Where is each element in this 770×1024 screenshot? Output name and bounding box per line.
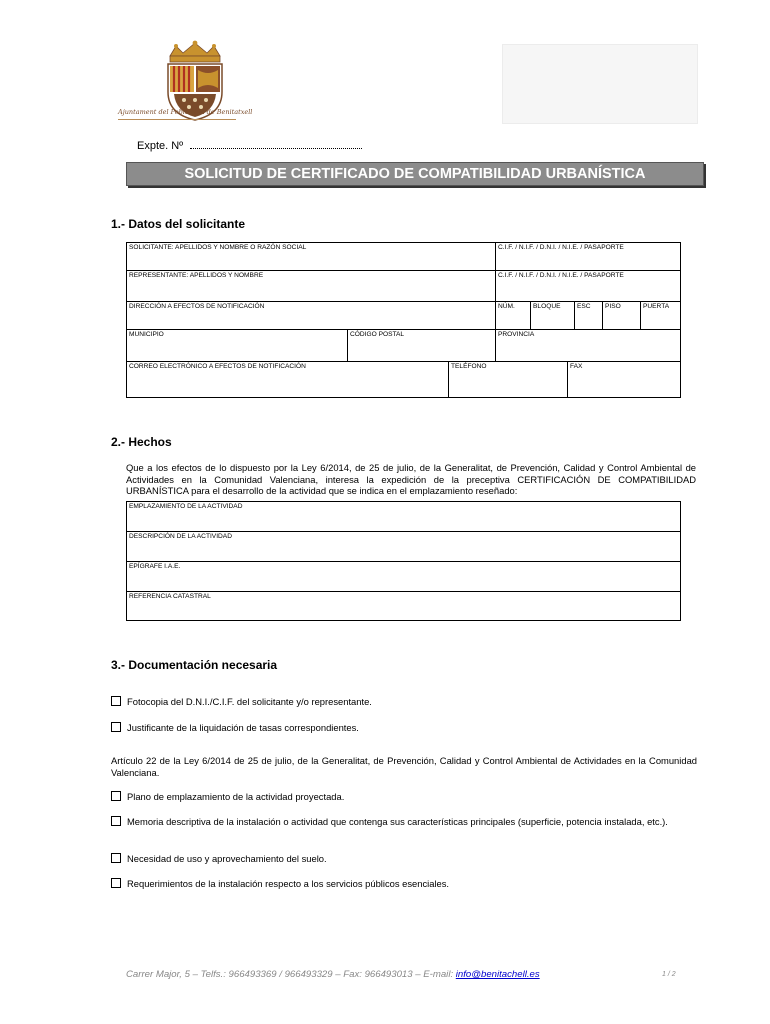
section2-heading: 2.- Hechos (111, 435, 172, 449)
footer-address: Carrer Major, 5 – Telfs.: 966493369 / 966493329 – Fax: 966493013 – E-mail: (126, 969, 456, 980)
field-puerta[interactable]: PUERTA (640, 301, 681, 329)
article-reference: Artículo 22 de la Ley 6/2014 de 25 de julio, de la Generalitat, de Prevención, Calidad y Control Ambiental de Actividades en la Comunidad Valenciana. (111, 755, 697, 778)
checkbox[interactable] (111, 722, 121, 732)
section1-heading: 1.- Datos del solicitante (111, 217, 246, 231)
field-epigrafe[interactable]: EPÍGRAFE I.A.E. (126, 561, 681, 591)
field-cif-representante[interactable]: C.I.F. / N.I.F. / D.N.I. / N.I.E. / PASAPORTE (495, 270, 681, 301)
field-esc[interactable]: ESC (574, 301, 602, 329)
expte-field (137, 140, 362, 152)
field-emplazamiento[interactable]: EMPLAZAMIENTO DE LA ACTIVIDAD (126, 501, 681, 531)
activity-data-table (126, 501, 681, 621)
checkbox[interactable] (111, 696, 121, 706)
doc-item-fotocopia (111, 696, 372, 708)
doc-item-justificante (111, 722, 359, 734)
doc-item-plano (111, 791, 344, 803)
page-number: 1 / 2 (662, 971, 676, 978)
checkbox[interactable] (111, 791, 121, 801)
field-telefono[interactable]: TELÉFONO (448, 361, 567, 398)
footer-contact (126, 969, 540, 980)
doc-item-label: Requerimientos de la instalación respecto a los servicios públicos esenciales. (127, 878, 450, 889)
field-provincia[interactable]: PROVINCIA (495, 329, 681, 361)
applicant-data-table (126, 242, 681, 398)
doc-item-label: Memoria descriptiva de la instalación o actividad que contenga sus características principales (superficie, potencia instalada, etc.). (127, 816, 668, 827)
expte-input-line[interactable] (190, 140, 362, 149)
document-title: SOLICITUD DE CERTIFICADO DE COMPATIBILIDAD URBANÍSTICA (126, 162, 704, 186)
expte-label: Expte. Nº (137, 140, 184, 152)
field-correo[interactable]: CORREO ELECTRÓNICO A EFECTOS DE NOTIFICACIÓN (126, 361, 448, 398)
doc-item-label: Fotocopia del D.N.I./C.I.F. del solicitante y/o representante. (127, 696, 372, 707)
footer-email-link[interactable]: info@benitachell.es (455, 969, 540, 980)
field-fax[interactable]: FAX (567, 361, 681, 398)
checkbox[interactable] (111, 853, 121, 863)
doc-item-requerimientos (111, 878, 449, 890)
logo-divider (118, 119, 236, 120)
registration-stamp-area (502, 44, 698, 124)
section3-heading: 3.- Documentación necesaria (111, 658, 278, 672)
doc-item-label: Justificante de la liquidación de tasas correspondientes. (127, 722, 359, 733)
field-municipio[interactable]: MUNICIPIO (126, 329, 347, 361)
field-solicitante[interactable]: SOLICITANTE: APELLIDOS Y NOMBRE O RAZÓN SOCIAL (126, 242, 495, 270)
field-piso[interactable]: PISO (602, 301, 640, 329)
doc-item-label: Necesidad de uso y aprovechamiento del suelo. (127, 853, 327, 864)
field-codigo-postal[interactable]: CÓDIGO POSTAL (347, 329, 495, 361)
field-referencia-catastral[interactable]: REFERENCIA CATASTRAL (126, 591, 681, 621)
field-cif-solicitante[interactable]: C.I.F. / N.I.F. / D.N.I. / N.I.E. / PASAPORTE (495, 242, 681, 270)
doc-item-memoria (111, 816, 697, 828)
field-descripcion[interactable]: DESCRIPCIÓN DE LA ACTIVIDAD (126, 531, 681, 561)
doc-item-label: Plano de emplazamiento de la actividad proyectada. (127, 791, 345, 802)
logo-caption: Ajuntament del Poble Nou de Benitatxell (118, 108, 253, 116)
field-num[interactable]: NÚM. (495, 301, 530, 329)
checkbox[interactable] (111, 816, 121, 826)
hechos-paragraph: Que a los efectos de lo dispuesto por la Ley 6/2014, de 25 de julio, de la Generalitat, de Prevención, Calidad y Control Ambiental de Actividades en la Comunidad Valenciana, interesa la expedición de la preceptiva CERTIFICACIÓN DE COMPATIBILIDAD URBANÍSTICA para el desarrollo de la actividad que se indica en el emplazamiento reseñado: (126, 462, 696, 496)
field-representante[interactable]: REPRESENTANTE: APELLIDOS Y NOMBRE (126, 270, 495, 301)
field-bloque[interactable]: BLOQUE (530, 301, 574, 329)
checkbox[interactable] (111, 878, 121, 888)
doc-item-necesidad (111, 853, 327, 865)
field-direccion[interactable]: DIRECCIÓN A EFECTOS DE NOTIFICACIÓN (126, 301, 495, 329)
